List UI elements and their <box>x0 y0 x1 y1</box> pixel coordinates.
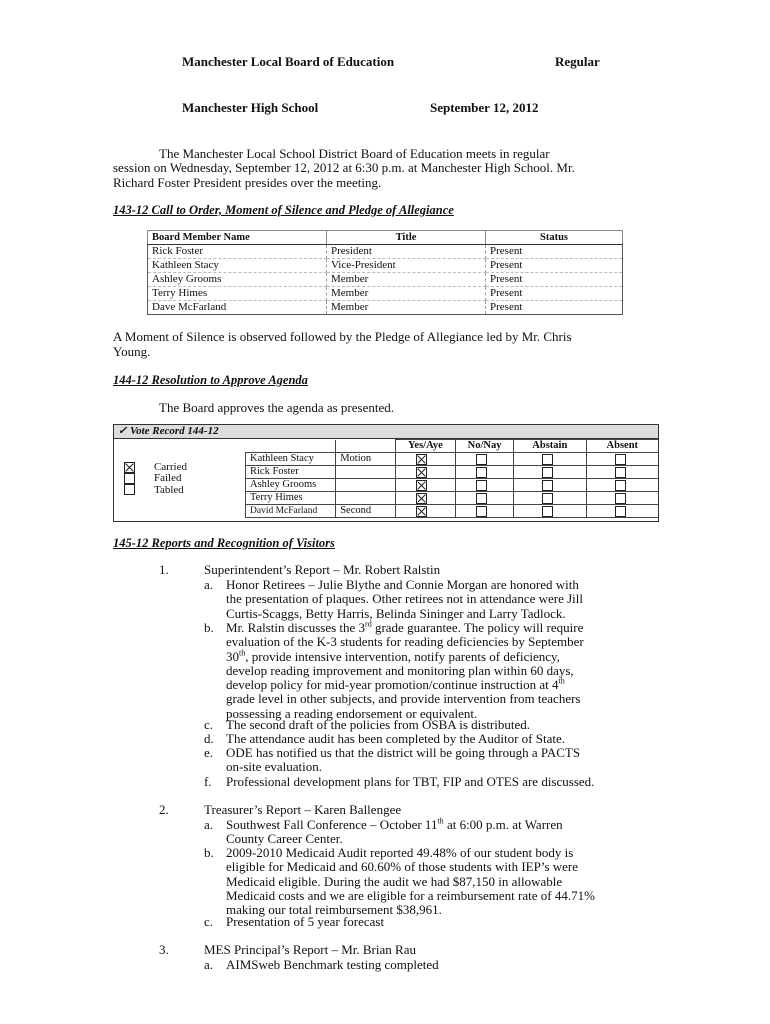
vote-record-title-text: ✓ Vote Record 144-12 <box>118 425 219 437</box>
abstain-checkbox <box>542 467 553 478</box>
absent-cell <box>586 505 658 518</box>
yes-cell <box>395 466 456 479</box>
yes-cell <box>395 492 456 505</box>
no-cell <box>456 479 514 492</box>
yes-cell <box>395 479 456 492</box>
report-title: Superintendent’s Report – Mr. Robert Ralstin <box>204 562 441 577</box>
no-checkbox <box>476 480 487 491</box>
cell: Present <box>486 245 623 259</box>
column-header: Absent <box>586 440 658 453</box>
list-item <box>226 846 595 917</box>
table-header-row <box>148 231 623 245</box>
item-letter: c. <box>204 717 214 732</box>
report-title: Treasurer’s Report – Karen Ballengee <box>204 802 402 817</box>
vote-row <box>246 466 659 479</box>
voter-name: Terry Himes <box>246 492 336 505</box>
cell: Present <box>486 287 623 301</box>
item-letter: b. <box>204 620 214 635</box>
cell: President <box>327 245 486 259</box>
no-checkbox <box>476 467 487 478</box>
item-letter: f. <box>204 774 212 789</box>
cell: Vice-President <box>327 259 486 273</box>
item-line: County Career Center. <box>226 831 343 847</box>
failed-checkbox <box>124 473 135 484</box>
item-line: Presentation of 5 year forecast <box>226 914 385 929</box>
section-143-heading: 143-12 Call to Order, Moment of Silence and Pledge of Allegiance <box>113 203 454 217</box>
option-carried: Carried <box>154 461 187 473</box>
table-row <box>148 273 623 287</box>
item-letter: e. <box>204 745 214 760</box>
list-item <box>226 746 580 775</box>
item-line: Southwest Fall Conference – October 11th at 6:00 p.m. at Warren <box>226 816 563 832</box>
no-cell <box>456 466 514 479</box>
item-line: The attendance audit has been completed by the Auditor of State. <box>226 731 565 746</box>
cell: Rick Foster <box>148 245 327 259</box>
voter-role: Second <box>336 505 395 518</box>
column-header: Yes/Aye <box>395 440 456 453</box>
cell: Dave McFarland <box>148 301 327 315</box>
item-line: Medicaid costs and we are eligible for a reimbursement rate of 44.71% <box>226 887 595 903</box>
vote-row <box>246 492 659 505</box>
item-line: Mr. Ralstin discusses the 3rd grade guarantee. The policy will require <box>226 619 584 635</box>
yes-checkbox <box>416 493 427 504</box>
item-line: the presentation of plaques. Other retirees not in attendance were Jill <box>226 591 584 607</box>
intro-line-3: Richard Foster President presides over the meeting. <box>113 175 382 190</box>
item-line: Medicaid eligible. During the audit we had $87,150 in allowable <box>226 873 563 889</box>
abstain-checkbox <box>542 493 553 504</box>
item-line: making our total reimbursement $38,961. <box>226 902 442 918</box>
voter-name: Ashley Grooms <box>246 479 336 492</box>
voter-name: Kathleen Stacy <box>246 453 336 466</box>
absent-checkbox <box>615 454 626 465</box>
option-tabled: Tabled <box>154 484 184 496</box>
column-header: Abstain <box>513 440 586 453</box>
cell: Member <box>327 273 486 287</box>
carried-checkbox <box>124 462 135 473</box>
item-line: Curtis-Scaggs, Betty Harris, Belinda Sininger and Larry Tadlock. <box>226 605 566 621</box>
yes-checkbox <box>416 454 427 465</box>
report-number: 1. <box>159 562 169 577</box>
yes-checkbox <box>416 480 427 491</box>
absent-cell <box>586 466 658 479</box>
list-item <box>226 578 583 621</box>
vote-record-box <box>113 424 659 522</box>
vote-header-row <box>246 440 659 453</box>
voter-role: Motion <box>336 453 395 466</box>
absent-cell <box>586 453 658 466</box>
yes-cell <box>395 505 456 518</box>
board-member-table <box>147 230 623 315</box>
column-header: Board Member Name <box>148 231 327 245</box>
section-144-heading: 144-12 Resolution to Approve Agenda <box>113 373 308 387</box>
absent-checkbox <box>615 493 626 504</box>
item-line: Honor Retirees – Julie Blythe and Connie Morgan are honored with <box>226 577 579 592</box>
item-line: 30th, provide intensive intervention, notify parents of deficiency, <box>226 648 560 664</box>
abstain-cell <box>513 492 586 505</box>
board-name: Manchester Local Board of Education <box>182 54 395 69</box>
item-letter: a. <box>204 957 214 972</box>
item-line: 2009-2010 Medicaid Audit reported 49.48% of our student body is <box>226 845 574 860</box>
voter-role <box>336 492 395 505</box>
cell: Kathleen Stacy <box>148 259 327 273</box>
absent-cell <box>586 479 658 492</box>
intro-line-1: The Manchester Local School District Board of Education meets in regular <box>159 146 550 161</box>
vote-row <box>246 505 659 518</box>
item-line: eligible for Medicaid and 60.60% of those students with IEP’s were <box>226 859 579 875</box>
list-item <box>226 621 584 721</box>
absent-checkbox <box>615 467 626 478</box>
table-row <box>148 245 623 259</box>
yes-cell <box>395 453 456 466</box>
item-letter: d. <box>204 731 214 746</box>
no-checkbox <box>476 506 487 517</box>
list-item <box>226 818 563 847</box>
column-header: Title <box>327 231 486 245</box>
cell: Member <box>327 287 486 301</box>
meeting-date: September 12, 2012 <box>430 100 539 115</box>
abstain-cell <box>513 479 586 492</box>
vote-row <box>246 479 659 492</box>
silence-line-2: Young. <box>113 344 151 359</box>
report-number: 2. <box>159 802 169 817</box>
absent-checkbox <box>615 506 626 517</box>
table-row <box>148 301 623 315</box>
cell: Terry Himes <box>148 287 327 301</box>
meeting-location: Manchester High School <box>182 100 319 115</box>
section-145-heading: 145-12 Reports and Recognition of Visitors <box>113 536 335 550</box>
column-header: No/Nay <box>456 440 514 453</box>
vote-table <box>245 439 658 518</box>
list-item <box>226 915 384 929</box>
cell: Present <box>486 259 623 273</box>
item-letter: a. <box>204 577 214 592</box>
abstain-cell <box>513 505 586 518</box>
yes-checkbox <box>416 506 427 517</box>
vote-record-title <box>114 425 658 439</box>
option-failed: Failed <box>154 472 182 484</box>
report-title: MES Principal’s Report – Mr. Brian Rau <box>204 942 416 957</box>
yes-checkbox <box>416 467 427 478</box>
list-item <box>226 775 594 789</box>
no-checkbox <box>476 454 487 465</box>
voter-role <box>336 479 395 492</box>
no-cell <box>456 492 514 505</box>
list-item <box>226 958 439 972</box>
report-number: 3. <box>159 942 169 957</box>
item-line: develop reading improvement and monitoring plan within 60 days, <box>226 662 574 678</box>
blank-cell <box>246 440 336 453</box>
voter-name: Rick Foster <box>246 466 336 479</box>
item-line: on-site evaluation. <box>226 759 323 775</box>
item-letter: c. <box>204 914 214 929</box>
abstain-cell <box>513 466 586 479</box>
table-row <box>148 287 623 301</box>
item-line: ODE has notified us that the district will be going through a PACTS <box>226 745 581 760</box>
abstain-cell <box>513 453 586 466</box>
no-cell <box>456 453 514 466</box>
item-letter: a. <box>204 817 214 832</box>
item-line: grade level in other subjects, and provide intervention from teachers <box>226 691 581 707</box>
meeting-type: Regular <box>555 54 600 69</box>
cell: Ashley Grooms <box>148 273 327 287</box>
column-header: Status <box>486 231 623 245</box>
blank-cell <box>336 440 395 453</box>
voter-role <box>336 466 395 479</box>
cell: Member <box>327 301 486 315</box>
item-line: AIMSweb Benchmark testing completed <box>226 957 439 972</box>
abstain-checkbox <box>542 506 553 517</box>
silence-line-1: A Moment of Silence is observed followed by the Pledge of Allegiance led by Mr. Chris <box>113 329 572 344</box>
no-checkbox <box>476 493 487 504</box>
item-line: possessing a reading endorsement or equivalent. <box>226 705 478 721</box>
intro-line-2: session on Wednesday, September 12, 2012 at 6:30 p.m. at Manchester High School. Mr. <box>113 160 575 175</box>
absent-checkbox <box>615 480 626 491</box>
table-row <box>148 259 623 273</box>
abstain-checkbox <box>542 454 553 465</box>
no-cell <box>456 505 514 518</box>
item-line: Professional development plans for TBT, FIP and OTES are discussed. <box>226 774 595 789</box>
vote-row <box>246 453 659 466</box>
tabled-checkbox <box>124 484 135 495</box>
item-line: The second draft of the policies from OSBA is distributed. <box>226 717 531 732</box>
item-line: develop policy for mid-year promotion/continue instruction at 4th <box>226 676 565 693</box>
cell: Present <box>486 301 623 315</box>
absent-cell <box>586 492 658 505</box>
abstain-checkbox <box>542 480 553 491</box>
item-line: evaluation of the K-3 students for reading deficiencies by September <box>226 634 584 650</box>
item-letter: b. <box>204 845 214 860</box>
voter-name: David McFarland <box>246 505 336 518</box>
agenda-text: The Board approves the agenda as presented. <box>159 400 394 415</box>
cell: Present <box>486 273 623 287</box>
